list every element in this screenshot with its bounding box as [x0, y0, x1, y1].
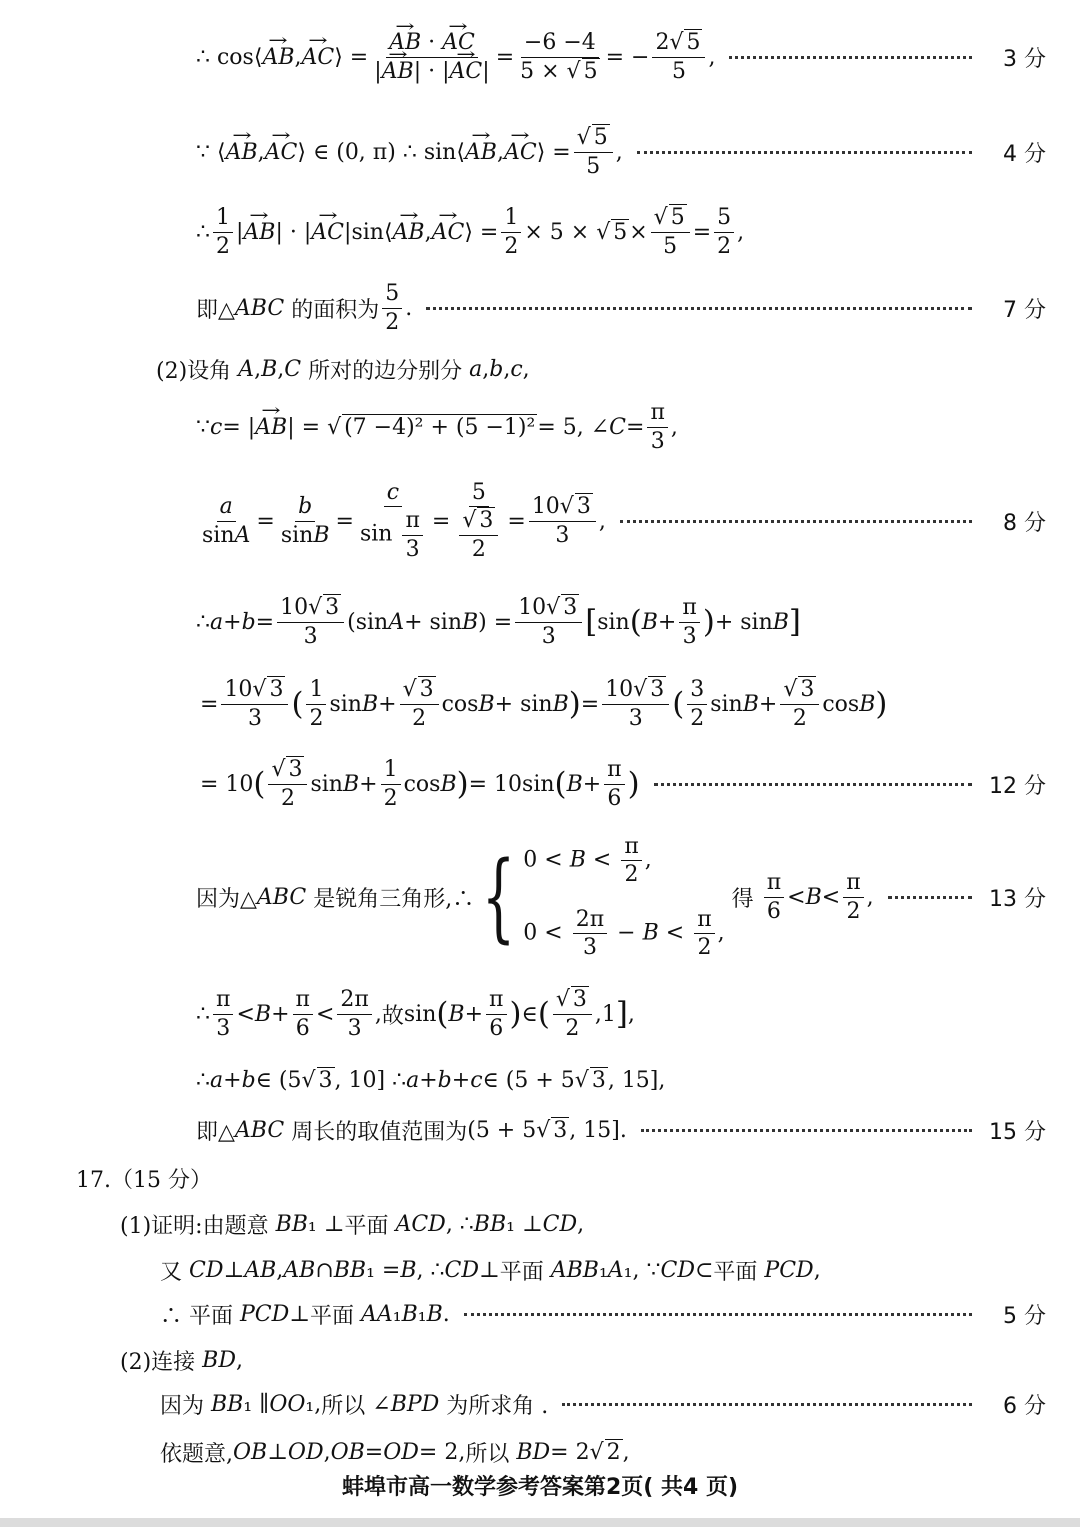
area-formula: ∴ $\frac{1}{2}$ | → AB | · | → AC |sin⟨ → AB , → AC ⟩ = $\frac{1}{2}$ × 5 × √ 5 × $\frac{√ 5}{5}$ = $\frac{5}{2}$ ,: [196, 206, 744, 257]
solution-line-law-of-sines: [0, 476, 1080, 566]
dot-leader: [620, 520, 972, 523]
proof-6: 依题意, OB ⊥ OD , OB = OD = 2, 所以 BD = 2√ 2 ,: [160, 1439, 630, 1467]
solution-line-area: [0, 200, 1080, 264]
score: 6 分: [1003, 1393, 1046, 1419]
bottom-edge: [0, 1518, 1080, 1527]
proof-line-2: [0, 1252, 1080, 1288]
solution-line-sum2: [0, 672, 1080, 736]
range-b: ∴ $\frac{\pi}{3}$ < B + $\frac{\pi}{6}$ < $\frac{2\pi}{3}$ , 故 sin ( B + $\frac{\pi}{6}$ ) ∈ ( $\frac{√ 3}{2}$ ,1 ] ,: [196, 987, 635, 1041]
dot-leader: [654, 783, 972, 786]
sum-step1: ∴ a + b = $\frac{10√ 3}{3}$ (sin A + sin B ) = $\frac{10√ 3}{3}$ [ sin ( B + $\frac{\pi}{3}$ ) + sin B ]: [196, 595, 801, 649]
solution-line-acute: [0, 832, 1080, 962]
score: 4 分: [1003, 141, 1046, 167]
proof-1: (1)证明:由题意 BB ₁ ⊥ 平面 ACD , ∴ BB ₁ ⊥ CD ,: [120, 1211, 585, 1239]
range-sum: ∴ a + b ∈ (5√ 3 , 10] ∴ a + b + c ∈ (5 + 5√ 3 , 15],: [196, 1067, 666, 1093]
law-of-sines: $\frac{a}{\sin A}$ = $\frac{b}{\sin B}$ = c sin $\frac{\pi}{3}$ = $\frac{5}{\frac{√ 3}{2}}$ = $\frac{10√ 3}{3}$ ,: [202, 480, 606, 562]
part2-intro: [0, 352, 1080, 386]
proof-line-3: [0, 1296, 1080, 1332]
acute-condition: 因为△ ABC 是锐角三角形,∴ { 0 < B < $\frac{\pi}{2}$ , 0 < $\frac{2\pi}{3}$ − B < $\frac{\pi}{2}$ , 得 $\frac{\pi}{6}$ < B < $\frac{\pi}{2}$ ,: [196, 833, 874, 961]
dot-leader: [426, 307, 972, 310]
dot-leader: [729, 56, 972, 59]
dot-leader: [637, 151, 972, 154]
proof-line-1: [0, 1206, 1080, 1242]
proof-4: (2)连接 BD ,: [120, 1347, 243, 1375]
score: 13 分: [989, 886, 1046, 912]
score: 3 分: [1003, 46, 1046, 72]
dot-leader: [464, 1313, 972, 1316]
sin-formula: ∵ ⟨ → AB , → AC ⟩ ∈ (0, π) ∴ sin⟨ → AB , → AC ⟩ = $\frac{√ 5}{5}$ ,: [196, 126, 623, 177]
score: 5 分: [1003, 1303, 1046, 1329]
dot-leader: [888, 896, 972, 899]
proof-line-6: [0, 1434, 1080, 1470]
solution-line-sum3: [0, 752, 1080, 816]
dot-leader: [641, 1129, 972, 1132]
proof-2: 又 CD ⊥ AB , AB ∩ BB ₁ = B , ∴ CD ⊥ 平面 ABB ₁ A ₁, ∵ CD ⊂ 平面 PCD ,: [160, 1257, 821, 1285]
dot-leader: [562, 1403, 972, 1406]
score: 8 分: [1003, 510, 1046, 536]
solution-line-cos: [0, 22, 1080, 92]
c-formula: ∵ c = | → AB | = √ (7 −4)² + (5 −1)² = 5, ∠ C = $\frac{\pi}{3}$ ,: [196, 401, 678, 452]
proof-3: ∴ 平面 PCD ⊥ 平面 AA ₁ B ₁ B .: [160, 1301, 450, 1329]
question-17-heading: 17.（15 分）: [76, 1167, 212, 1193]
score: 7 分: [1003, 297, 1046, 323]
proof-line-5: [0, 1386, 1080, 1422]
perimeter-result: 即△ ABC 周长的取值范围为 (5 + 5√ 3 , 15].: [196, 1117, 627, 1145]
page-footer: 蚌埠市高一数学参考答案第2页( 共4 页): [341, 1475, 739, 1500]
score: 15 分: [989, 1119, 1046, 1145]
solution-line-c: [0, 402, 1080, 452]
solution-line-area-result: [0, 278, 1080, 338]
solution-line-perimeter: [0, 1110, 1080, 1150]
area-result: 即△ ABC 的面积为 $\frac{5}{2}$ .: [196, 281, 413, 335]
proof-5: 因为 BB ₁ ∥ OO ₁, 所以 ∠ BPD 为所求角 .: [160, 1391, 549, 1419]
part2-text: (2)设角 A , B , C 所对的边分别分 a , b , c ,: [156, 356, 530, 384]
proof-line-4: [0, 1342, 1080, 1378]
score: 12 分: [989, 773, 1046, 799]
question-17-title: [0, 1160, 1080, 1196]
sum-step3: = 10 ( $\frac{√ 3}{2}$ sin B + $\frac{1}{2}$ cos B ) = 10sin ( B + $\frac{\pi}{6}$ ): [200, 757, 640, 811]
sum-step2: = $\frac{10√ 3}{3}$ ( $\frac{1}{2}$ sin B + $\frac{√ 3}{2}$ cos B + sin B ) = $\frac{10√ 3}{3}$ ( $\frac{3}{2}$ sin B + $\frac{√ 3}{2}$ cos B ): [200, 677, 888, 731]
cos-formula: ∴ cos⟨ → AB , → AC ⟩ = → $\frac{AB \cdot \to AC}{|\to AB| \cdot |\to AC|}$ = $\frac{-6 -4}{5 \times √ 5}$ = − $\frac{2√ 5}{5}$ ,: [196, 31, 715, 82]
solution-line-range-b: [0, 984, 1080, 1044]
solution-line-sum1: [0, 592, 1080, 652]
solution-line-range-sum: [0, 1062, 1080, 1098]
solution-line-sin: [0, 122, 1080, 182]
